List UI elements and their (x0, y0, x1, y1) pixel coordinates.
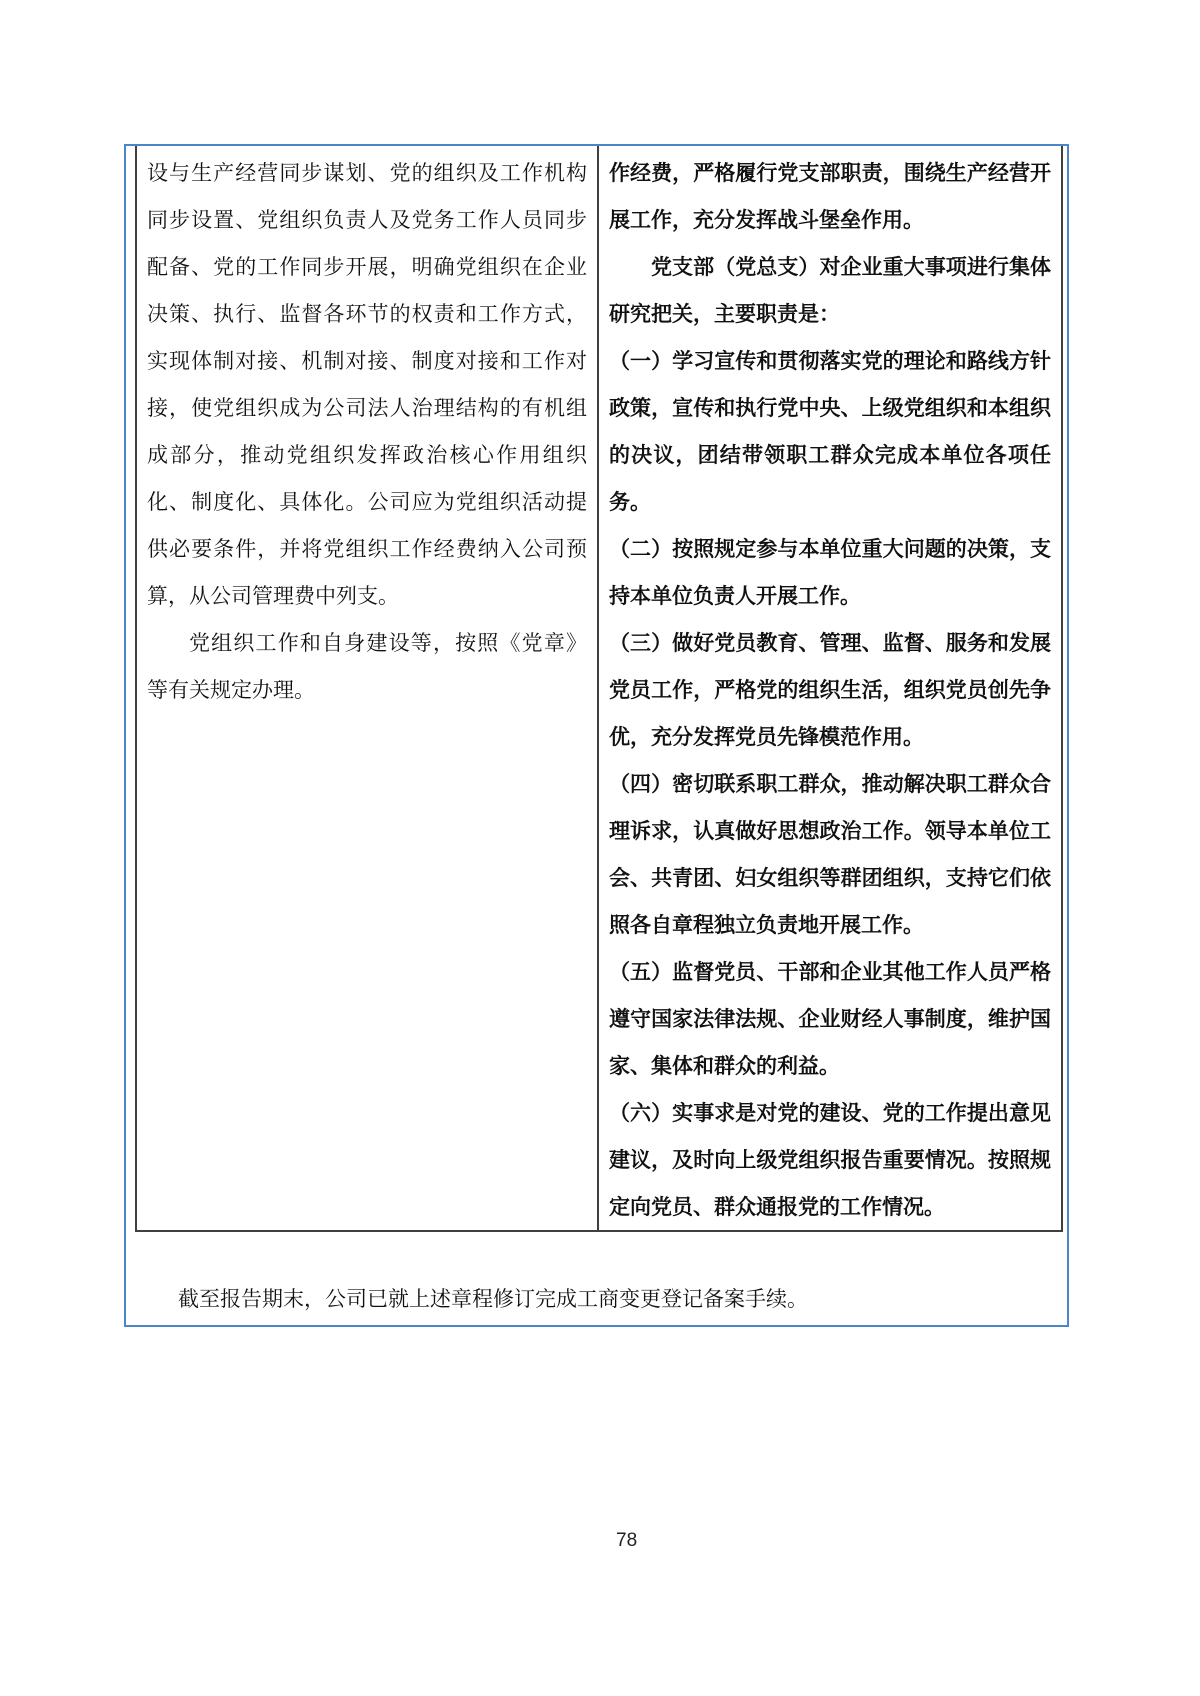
paragraph: 作经费，严格履行党支部职责，围绕生产经营开展工作，充分发挥战斗堡垒作用。 (609, 161, 1051, 232)
two-column-table (135, 146, 1063, 1232)
content-frame (124, 144, 1069, 1327)
paragraph: （五）监督党员、干部和企业其他工作人员严格遵守国家法律法规、企业财经人事制度，维护国家、集体和群众的利益。 (609, 960, 1051, 1078)
paragraph: 党组织工作和自身建设等，按照《党章》等有关规定办理。 (147, 631, 587, 702)
page-number: 78 (616, 1530, 638, 1551)
table-cell-left (137, 146, 599, 1230)
paragraph: （二）按照规定参与本单位重大问题的决策，支持本单位负责人开展工作。 (609, 537, 1051, 608)
paragraph: 设与生产经营同步谋划、党的组织及工作机构同步设置、党组织负责人及党务工作人员同步配备、党的工作同步开展，明确党组织在企业决策、执行、监督各环节的权责和工作方式，实现体制对接、机制对接、制度对接和工作对接，使党组织成为公司法人治理结构的有机组成部分，推动党组织发挥政治核心作用组织化、制度化、具体化。公司应为党组织活动提供必要条件，并将党组织工作经费纳入公司预算，从公司管理费中列支。 (147, 161, 587, 608)
paragraph: 党支部（党总支）对企业重大事项进行集体研究把关，主要职责是： (609, 255, 1051, 326)
closing-note: 截至报告期末，公司已就上述章程修订完成工商变更登记备案手续。 (178, 1287, 808, 1311)
table-cell-right (599, 146, 1061, 1230)
paragraph: （六）实事求是对党的建设、党的工作提出意见建议，及时向上级党组织报告重要情况。按照规定向党员、群众通报党的工作情况。 (609, 1101, 1051, 1219)
paragraph: （四）密切联系职工群众，推动解决职工群众合理诉求，认真做好思想政治工作。领导本单位工会、共青团、妇女组织等群团组织，支持它们依照各自章程独立负责地开展工作。 (609, 772, 1051, 937)
paragraph: （一）学习宣传和贯彻落实党的理论和路线方针政策，宣传和执行党中央、上级党组织和本组织的决议，团结带领职工群众完成本单位各项任务。 (609, 349, 1051, 514)
paragraph: （三）做好党员教育、管理、监督、服务和发展党员工作，严格党的组织生活，组织党员创先争优，充分发挥党员先锋模范作用。 (609, 631, 1051, 749)
